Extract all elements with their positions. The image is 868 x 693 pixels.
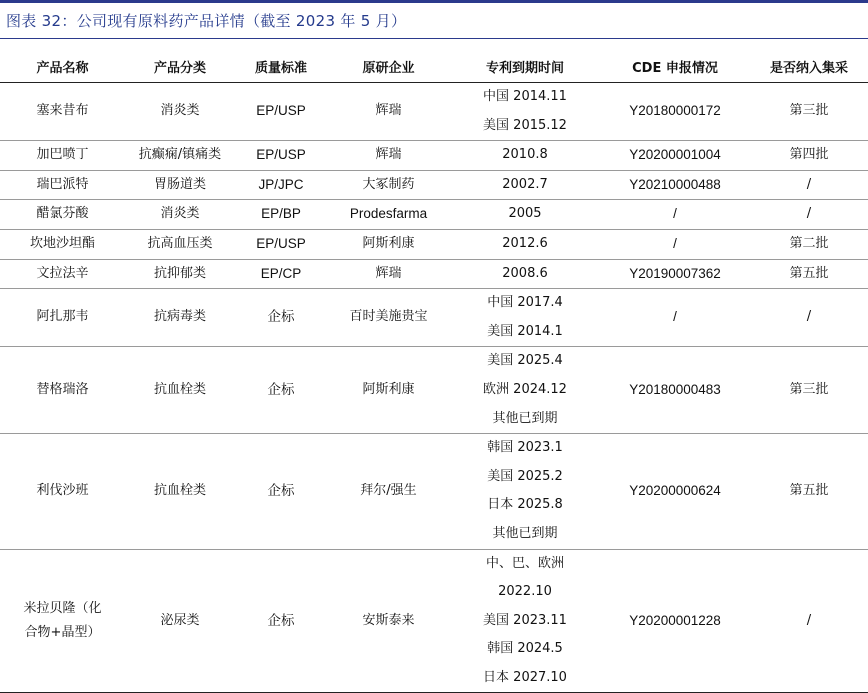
top-border-line [0, 0, 868, 3]
cell-originator [327, 200, 450, 230]
cell-procurement-text: 第五批 [789, 265, 829, 281]
header-originator: 原研企业 [327, 50, 450, 83]
table-row [0, 200, 868, 230]
cell-procurement-text: 第四批 [789, 147, 829, 163]
patent-line: 2005 [508, 206, 542, 222]
cell-patent-expiry [450, 434, 600, 549]
cell-cde-status-text: Y20180000483 [629, 381, 721, 397]
header-patent-expiry: 专利到期时间 [450, 50, 600, 83]
cell-cde-status-text: Y20200001004 [629, 147, 721, 163]
cell-cde-status-text: Y20210000488 [629, 176, 721, 192]
patent-line: 美国 2025.4 [487, 353, 563, 369]
cell-product-category-text: 泌尿类 [160, 612, 200, 628]
cell-patent-expiry [450, 170, 600, 200]
cell-cde-status [600, 141, 750, 171]
cell-quality-standard-text: EP/USP [256, 147, 306, 163]
cell-quality-standard-text: JP/JPC [258, 176, 304, 192]
patent-line: 2022.10 [498, 584, 552, 600]
product-name-line: 加巴喷丁 [36, 147, 89, 163]
patent-line: 韩国 2024.5 [487, 641, 563, 657]
cell-originator-text: 阿斯利康 [362, 381, 415, 397]
cell-originator-text: 百时美施贵宝 [349, 309, 428, 325]
header-quality-standard: 质量标准 [235, 50, 327, 83]
table-row [0, 229, 868, 259]
cell-originator [327, 434, 450, 549]
patent-line: 美国 2023.11 [483, 612, 567, 628]
cell-quality-standard [235, 259, 327, 289]
table-header-row [0, 50, 868, 83]
product-name-line: 文拉法辛 [36, 265, 89, 281]
patent-line: 美国 2015.12 [483, 117, 567, 133]
cell-cde-status [600, 170, 750, 200]
cell-product-category-text: 胃肠道类 [153, 176, 206, 192]
cell-product-name [0, 200, 125, 230]
cell-originator [327, 141, 450, 171]
cell-product-category [125, 434, 235, 549]
cell-product-category-text: 抗血栓类 [153, 381, 206, 397]
header-cde-status: CDE 申报情况 [600, 50, 750, 83]
product-name-line: 替格瑞洛 [36, 381, 89, 397]
patent-line: 中、巴、欧洲 [485, 555, 564, 571]
table-row [0, 83, 868, 141]
cell-product-category-text: 消炎类 [160, 206, 200, 222]
cell-product-name [0, 229, 125, 259]
cell-quality-standard-text: EP/CP [260, 265, 302, 281]
cell-quality-standard [235, 434, 327, 549]
cell-originator-text: 辉瑞 [375, 265, 402, 281]
cell-patent-expiry [450, 259, 600, 289]
header-product-category: 产品分类 [125, 50, 235, 83]
cell-product-category [125, 289, 235, 347]
cell-procurement [750, 200, 868, 230]
product-name-line: 利伐沙班 [36, 483, 89, 499]
cell-originator-text: 拜尔/强生 [360, 483, 417, 499]
cell-procurement-text: 第三批 [789, 381, 829, 397]
cell-product-category [125, 83, 235, 141]
figure-title: 图表 32：公司现有原料药产品详情（截至 2023 年 5 月） [6, 12, 407, 30]
cell-product-category-text: 抗抑郁类 [153, 265, 206, 281]
patent-line: 其他已到期 [492, 525, 558, 541]
cell-cde-status [600, 434, 750, 549]
cell-product-name [0, 259, 125, 289]
table-row [0, 347, 868, 434]
cell-product-name [0, 434, 125, 549]
table-row [0, 549, 868, 693]
cell-quality-standard-text: 企标 [267, 612, 295, 628]
cell-product-name [0, 83, 125, 141]
patent-line: 2012.6 [502, 235, 548, 251]
cell-product-category [125, 229, 235, 259]
cell-cde-status [600, 229, 750, 259]
cell-patent-expiry [450, 549, 600, 693]
table-row [0, 289, 868, 347]
cell-quality-standard [235, 83, 327, 141]
cell-product-name [0, 141, 125, 171]
cell-cde-status [600, 289, 750, 347]
cell-cde-status-text: Y20200001228 [629, 612, 721, 628]
cell-product-category [125, 347, 235, 434]
cell-quality-standard-text: 企标 [267, 483, 295, 499]
patent-line: 日本 2027.10 [483, 669, 567, 685]
cell-originator-text: 大冢制药 [362, 176, 415, 192]
cell-patent-expiry [450, 83, 600, 141]
cell-cde-status [600, 200, 750, 230]
patent-line: 美国 2025.2 [487, 468, 563, 484]
cell-quality-standard-text: 企标 [267, 381, 295, 397]
cell-product-category-text: 抗高血压类 [147, 235, 213, 251]
patent-line: 日本 2025.8 [487, 497, 563, 513]
patent-line: 中国 2014.11 [483, 89, 567, 104]
title-divider [0, 38, 868, 39]
product-name-line: 合物+晶型） [24, 624, 101, 640]
cell-product-name [0, 347, 125, 434]
cell-procurement [750, 170, 868, 200]
product-name-line: 阿扎那韦 [36, 309, 89, 325]
product-name-line: 醋氯芬酸 [36, 206, 89, 222]
cell-product-category [125, 259, 235, 289]
cell-procurement [750, 289, 868, 347]
cell-originator [327, 83, 450, 141]
patent-line: 2010.8 [502, 147, 548, 163]
cell-originator [327, 549, 450, 693]
patent-line: 韩国 2023.1 [487, 440, 563, 456]
cell-originator-text: 辉瑞 [375, 103, 402, 119]
cell-procurement [750, 347, 868, 434]
cell-quality-standard [235, 229, 327, 259]
patent-line: 2008.6 [502, 265, 548, 281]
cell-product-category [125, 549, 235, 693]
cell-product-category [125, 170, 235, 200]
cell-product-category [125, 200, 235, 230]
cell-quality-standard [235, 289, 327, 347]
table-row [0, 170, 868, 200]
cell-originator-text: 安斯泰来 [362, 612, 415, 628]
cell-product-category-text: 抗病毒类 [153, 309, 206, 325]
cell-procurement [750, 229, 868, 259]
cell-cde-status [600, 259, 750, 289]
cell-quality-standard-text: EP/USP [256, 103, 306, 119]
cell-cde-status-text: Y20200000624 [629, 483, 721, 499]
product-name-line: 塞来昔布 [36, 103, 89, 119]
cell-quality-standard [235, 347, 327, 434]
cell-product-name [0, 549, 125, 693]
patent-line: 2002.7 [502, 176, 548, 192]
cell-originator [327, 259, 450, 289]
cell-cde-status [600, 347, 750, 434]
cell-procurement-text: / [806, 309, 812, 325]
cell-cde-status-text: Y20190007362 [629, 265, 721, 281]
cell-procurement-text: 第二批 [789, 235, 829, 251]
cell-originator-text: 辉瑞 [375, 147, 402, 163]
cell-quality-standard-text: EP/BP [261, 206, 301, 222]
cell-product-category-text: 抗癫痫/镇痛类 [138, 147, 222, 163]
patent-line: 美国 2014.1 [487, 323, 563, 339]
cell-patent-expiry [450, 229, 600, 259]
cell-originator [327, 347, 450, 434]
product-name-line: 坎地沙坦酯 [29, 235, 95, 251]
patent-line: 其他已到期 [492, 410, 558, 426]
cell-quality-standard [235, 200, 327, 230]
cell-product-category [125, 141, 235, 171]
cell-originator [327, 289, 450, 347]
cell-procurement-text: / [806, 612, 812, 628]
cell-procurement-text: 第三批 [789, 103, 829, 119]
cell-quality-standard-text: EP/USP [256, 235, 306, 251]
cell-procurement [750, 141, 868, 171]
cell-procurement-text: 第五批 [789, 483, 829, 499]
cell-cde-status [600, 549, 750, 693]
header-procurement: 是否纳入集采 [750, 50, 868, 83]
cell-product-category-text: 抗血栓类 [153, 483, 206, 499]
cell-cde-status-text: / [673, 309, 677, 325]
product-name-line: 米拉贝隆（化 [23, 600, 102, 616]
cell-originator [327, 170, 450, 200]
cell-cde-status [600, 83, 750, 141]
cell-procurement [750, 83, 868, 141]
table-row [0, 141, 868, 171]
header-product-name: 产品名称 [0, 50, 125, 83]
cell-patent-expiry [450, 141, 600, 171]
product-name-line: 瑞巴派特 [36, 176, 89, 192]
cell-cde-status-text: / [673, 235, 677, 251]
cell-procurement [750, 434, 868, 549]
cell-procurement-text: / [806, 176, 812, 192]
patent-line: 欧洲 2024.12 [483, 381, 567, 397]
cell-cde-status-text: Y20180000172 [629, 103, 721, 119]
cell-product-category-text: 消炎类 [160, 103, 200, 119]
cell-quality-standard [235, 549, 327, 693]
cell-procurement-text: / [806, 206, 812, 222]
cell-quality-standard-text: 企标 [267, 309, 295, 325]
cell-procurement [750, 259, 868, 289]
product-details-table [0, 50, 868, 693]
cell-quality-standard [235, 141, 327, 171]
cell-patent-expiry [450, 200, 600, 230]
cell-patent-expiry [450, 289, 600, 347]
cell-product-name [0, 170, 125, 200]
cell-originator-text: 阿斯利康 [362, 235, 415, 251]
cell-cde-status-text: / [673, 206, 677, 222]
patent-line: 中国 2017.4 [487, 295, 563, 311]
cell-quality-standard [235, 170, 327, 200]
cell-product-name [0, 289, 125, 347]
cell-originator-text: Prodesfarma [349, 206, 428, 222]
table-row [0, 259, 868, 289]
table-row [0, 434, 868, 549]
cell-procurement [750, 549, 868, 693]
cell-originator [327, 229, 450, 259]
cell-patent-expiry [450, 347, 600, 434]
